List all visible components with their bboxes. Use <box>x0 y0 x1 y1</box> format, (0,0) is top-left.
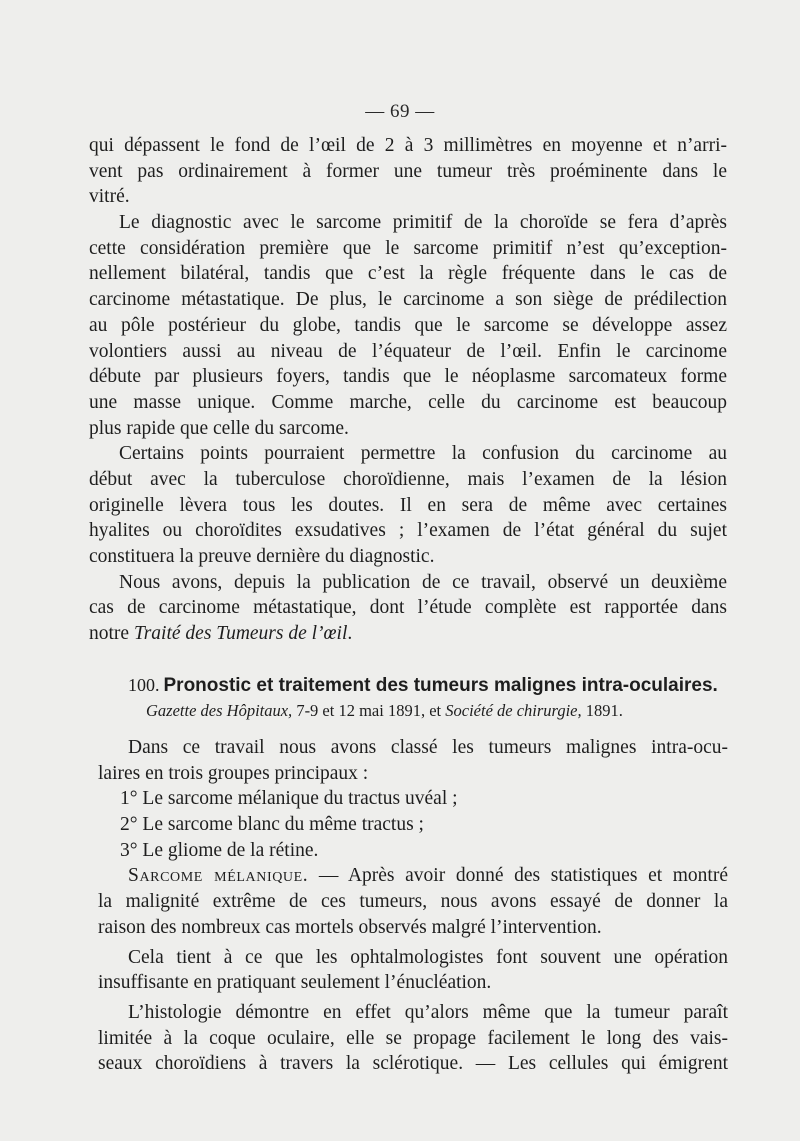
text-line: nellement bilatéral, tandis que c’est la règle fréquente dans le cas de <box>89 263 727 285</box>
text-line: Nous avons, depuis la publication de ce travail, observé un deuxième <box>119 571 727 593</box>
text-line: vitré. <box>89 186 130 208</box>
text-line: laires en trois groupes principaux : <box>98 762 369 784</box>
list-item: 2° Le sarcome blanc du même tractus ; <box>120 814 424 836</box>
text-line: constituera la preuve dernière du diagnostic. <box>89 546 435 567</box>
paragraph <box>89 570 727 647</box>
section-header <box>128 672 728 723</box>
section-source <box>128 699 728 723</box>
text-fragment: notre <box>89 623 134 645</box>
text-line: Cela tient à ce que les ophtalmologistes font souvent une opération <box>128 946 728 968</box>
text-line <box>98 863 728 889</box>
source-dates: 7-9 et 12 mai 1891, et <box>292 701 446 720</box>
paragraph <box>89 210 727 441</box>
source-year: 1891. <box>581 701 623 720</box>
list-item: 1° Le sarcome mélanique du tractus uvéal ; <box>120 788 458 810</box>
list-item: 3° Le gliome de la rétine. <box>120 839 319 861</box>
text-line: la malignité extrême de ces tumeurs, nous avons essayé de donner la <box>98 891 728 913</box>
paragraph <box>98 945 728 996</box>
text-line: hyalites ou choroïdites exsudatives ; l’examen de l’état général du sujet <box>89 520 727 542</box>
text-block-bottom <box>98 735 728 1077</box>
text-fragment: — Après avoir donné des statistiques et montré <box>308 865 729 887</box>
text-line: limitée à la coque oculaire, elle se propage facilement le long des vais- <box>98 1027 728 1049</box>
text-line: une masse unique. Comme marche, celle du carcinome est beaucoup <box>89 391 727 413</box>
section-title <box>128 672 728 699</box>
paragraph <box>98 1000 728 1077</box>
text-line: débute par plusieurs foyers, tandis que le néoplasme sarcomateux forme <box>89 366 727 388</box>
text-line: cas de carcinome métastatique, dont l’étude complète est rapportée dans <box>89 597 727 619</box>
text-line: seaux choroïdiens à travers la sclérotique. — Les cellules qui émigrent <box>98 1053 728 1075</box>
text-line: Dans ce travail nous avons classé les tumeurs malignes intra-ocu- <box>128 737 728 758</box>
text-line: Le diagnostic avec le sarcome primitif de la choroïde se fera d’après <box>119 212 727 234</box>
text-line: cette considération première que le sarcome primitif n’est qu’exception- <box>89 237 727 259</box>
source-journal: Gazette des Hôpitaux, <box>146 701 293 720</box>
section-title-text: Pronostic et traitement des tumeurs malignes intra-oculaires. <box>163 675 718 696</box>
book-title: Traité des Tumeurs de l’œil <box>133 623 348 645</box>
text-line: insuffisante en pratiquant seulement l’énucléation. <box>98 972 492 994</box>
text-block-top <box>89 133 727 647</box>
text-line: début avec la tuberculose choroïdienne, mais l’examen de la lésion <box>89 468 727 490</box>
paragraph <box>89 441 727 569</box>
text-line <box>89 621 727 647</box>
text-fragment: . <box>347 623 353 645</box>
source-society: Société de chirurgie, <box>445 701 582 720</box>
paragraph <box>98 863 728 940</box>
text-line: vent pas ordinairement à former une tumeur très proéminente dans le <box>89 160 727 182</box>
page-number: — 69 — <box>365 101 435 122</box>
text-line: volontiers aussi au niveau de l’équateur de l’œil. Enfin le carcinome <box>89 340 727 362</box>
text-line: raison des nombreux cas mortels observés malgré l’intervention. <box>98 916 602 938</box>
text-line: plus rapide que celle du sarcome. <box>89 417 349 439</box>
text-line: originelle lèvera tous les doutes. Il en sera de même avec certaines <box>89 494 727 516</box>
section-number: 100. <box>128 675 160 695</box>
text-line: au pôle postérieur du globe, tandis que le sarcome se développe assez <box>89 314 727 336</box>
text-line: carcinome métastatique. De plus, le carcinome a son siège de prédilection <box>89 289 727 311</box>
text-line: Certains points pourraient permettre la confusion du carcinome au <box>119 443 727 465</box>
paragraph <box>98 735 728 786</box>
run-in-heading: Sarcome mélanique. <box>128 865 309 887</box>
paragraph <box>89 133 727 210</box>
text-line: L’histologie démontre en effet qu’alors même que la tumeur paraît <box>128 1001 728 1023</box>
enumerated-list <box>98 786 728 863</box>
text-line: qui dépassent le fond de l’œil de 2 à 3 millimètres en moyenne et n’arri- <box>89 135 727 156</box>
